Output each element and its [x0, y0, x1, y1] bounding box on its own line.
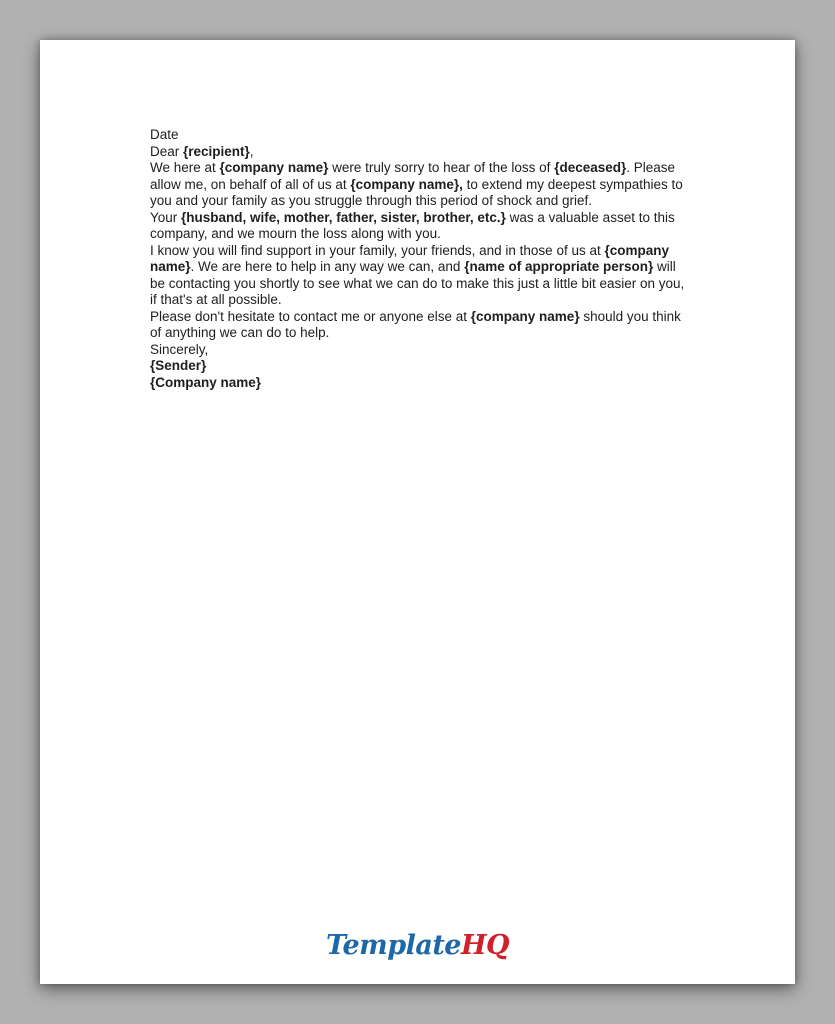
logo-text-template: Template [325, 930, 461, 961]
date-line: Date [150, 127, 179, 142]
placeholder-token: {recipient} [183, 143, 250, 159]
letter-paragraph [150, 309, 689, 342]
letter-text: I know you will find support in your family, your friends, and in those of us at [150, 242, 605, 258]
letter-text: Your [150, 209, 182, 225]
placeholder-token: {name of appropriate person} [464, 259, 654, 274]
placeholder-token: {company name} [470, 308, 580, 324]
letter-text: will be contacting you shortly to see what we can do to make this just a little bit easier on you, if that's at all possible. [150, 259, 685, 307]
placeholder-token: {company name} [219, 160, 329, 175]
placeholder-token: {deceased} [554, 160, 627, 175]
letter-paragraphs [150, 160, 689, 342]
letter-text: Dear [150, 143, 184, 159]
placeholder-token: {husband, wife, mother, father, sister, brother, etc.} [181, 209, 506, 225]
closing-line: Sincerely, [150, 341, 209, 357]
letter-text: was a valuable asset to this company, and we mourn the loss along with you. [150, 209, 675, 241]
letter-text: should you think of anything we can do to help. [150, 308, 681, 340]
signature-sender: {Sender} [150, 358, 207, 373]
letter-body [150, 127, 689, 391]
footer-logo [40, 931, 795, 961]
salutation-line [150, 144, 689, 161]
letter-document [40, 40, 795, 984]
placeholder-token: {company name}, [350, 176, 463, 192]
letter-text: Please don't hesitate to contact me or anyone else at [150, 308, 471, 324]
letter-paragraph [150, 243, 689, 309]
letter-text: were truly sorry to hear of the loss of [328, 160, 555, 175]
signature-block [150, 358, 689, 391]
placeholder-token: {company name} [150, 242, 670, 274]
logo-text-hq: HQ [461, 930, 510, 961]
letter-text: to extend my deepest sympathies to you and your family as you struggle through this period of shock and grief. [150, 176, 683, 208]
letter-text: We here at [150, 160, 220, 175]
letter-text: , [249, 143, 254, 159]
letter-text: . Please allow me, on behalf of all of us at [150, 160, 676, 192]
letter-text: . We are here to help in any way we can, and [190, 259, 465, 274]
letter-paragraph [150, 210, 689, 243]
letter-paragraph [150, 160, 689, 210]
signature-company: {Company name} [150, 374, 262, 390]
